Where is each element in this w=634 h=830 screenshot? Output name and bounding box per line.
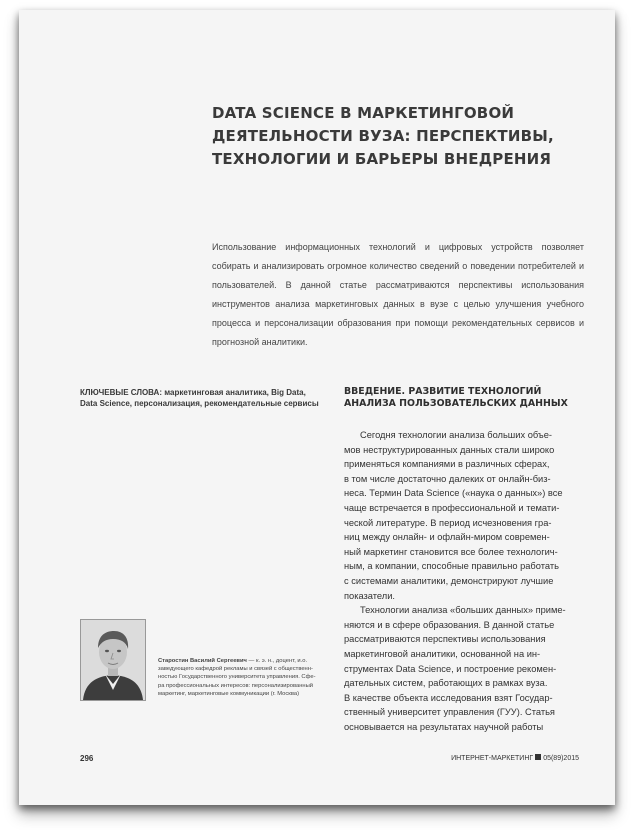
section-heading-line: АНАЛИЗА ПОЛЬЗОВАТЕЛЬСКИХ ДАННЫХ	[344, 398, 568, 409]
article-abstract: Использование информационных технологий и цифровых устройств позволяет собирать и анализировать огромное количество сведений о поведении потребителей и пользователей. В данной статье рассматриваются перспективы использования инструментов анализа маркетинговых данных в вузе с целью улучшения учебного процесса и персонализации образования при помощи рекомендательных сервисов и прогнозной аналитики.	[212, 242, 584, 347]
article-title	[212, 102, 552, 171]
body-line: в том числе достаточно далеких от онлайн-биз-	[344, 473, 551, 484]
body-line: Технологии анализа «больших данных» приме-	[360, 605, 566, 616]
title-line: ТЕХНОЛОГИИ И БАРЬЕРЫ ВНЕДРЕНИЯ	[212, 150, 552, 168]
section-body	[344, 428, 584, 734]
body-line: Сегодня технологии анализа больших объе-	[360, 430, 552, 440]
body-line: показатели.	[344, 590, 395, 601]
square-separator-icon	[535, 754, 541, 760]
author-bio-line: заведующего кафедрой рекламы и связей с общественн-	[158, 666, 313, 673]
body-line: ным, а компании, способные правильно работать	[344, 561, 559, 572]
body-line: няются и в сфере образования. В данной статье	[344, 619, 555, 630]
body-line: рассматриваются перспективы использования	[344, 634, 546, 645]
author-photo	[80, 619, 146, 701]
keywords-list: маркетинговая аналитика, Big Data, Data Science, персонализация, рекомендательные сервисы	[80, 388, 319, 408]
body-line: ниц между онлайн- и офлайн-миром современ-	[344, 532, 550, 543]
author-bio-line: ностью Государственного университета управления. Сфе-	[158, 674, 316, 681]
author-bio-line: — к. э. н., доцент, и.о.	[246, 658, 308, 664]
journal-footer	[451, 754, 579, 762]
section-heading	[344, 386, 584, 410]
page-number: 296	[80, 754, 94, 763]
author-portrait-illustration	[81, 620, 145, 700]
body-line: ческой литературе. В период исчезновения гра-	[344, 517, 552, 528]
title-line: ДЕЯТЕЛЬНОСТИ ВУЗА: ПЕРСПЕКТИВЫ,	[212, 127, 554, 145]
body-line: ный маркетинг становится все более технологич-	[344, 546, 558, 557]
body-line: чаще встречается в профессиональной и темати-	[344, 502, 560, 513]
body-line: ственный университет управления (ГУУ). Статья	[344, 707, 555, 718]
author-bio-line: ра профессиональных интересов: персонализированный	[158, 682, 314, 689]
body-line: неса. Термин Data Science («наука о данных») все	[344, 488, 563, 499]
body-line: В качестве объекта исследования взят Государ-	[344, 692, 553, 703]
body-line: маркетинговой аналитики, основанной на ин-	[344, 648, 541, 659]
section-heading-line: ВВЕДЕНИЕ. РАЗВИТИЕ ТЕХНОЛОГИЙ	[344, 386, 542, 397]
title-line: DATA SCIENCE В МАРКЕТИНГОВОЙ	[212, 104, 515, 122]
body-line: с системами аналитики, демонстрируют лучшие	[344, 575, 554, 586]
body-line: дательных систем, работающих в рамках вуза.	[344, 678, 548, 689]
journal-page	[19, 10, 615, 805]
body-line: применяться компаниями в различных сферах,	[344, 459, 550, 470]
journal-issue: 05(89)2015	[543, 755, 579, 762]
body-line: мов неструктурированных данных стали широко	[344, 444, 555, 455]
keywords-block	[80, 388, 320, 409]
body-line: основывается на результатах научной работы	[344, 721, 544, 732]
keywords-label: КЛЮЧЕВЫЕ СЛОВА:	[80, 388, 162, 397]
author-line	[158, 657, 338, 665]
author-name: Старостин Василий Сергеевич	[158, 658, 247, 664]
author-bio-line: маркетинг, маркетинговые коммуникации (г. Москва)	[158, 690, 300, 697]
body-line: струментах Data Science, и построение рекомен-	[344, 663, 557, 674]
author-info	[158, 657, 338, 698]
journal-name: ИНТЕРНЕТ-МАРКЕТИНГ	[451, 755, 534, 762]
